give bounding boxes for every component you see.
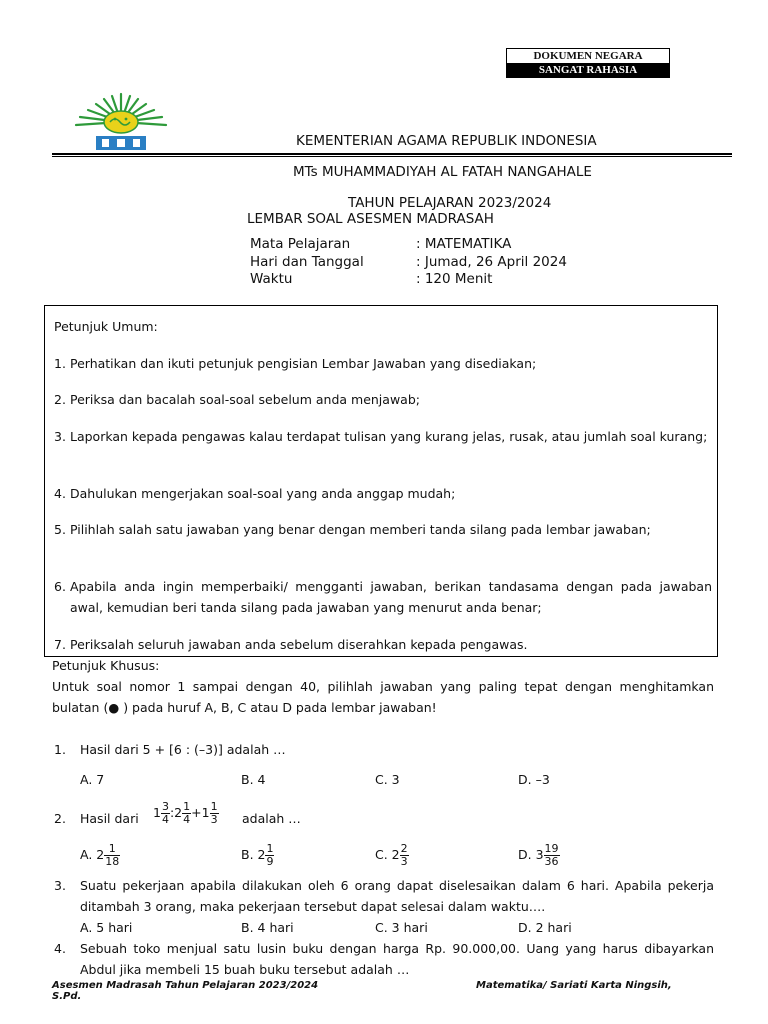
meta-date-label: Hari dan Tanggal bbox=[250, 254, 364, 270]
option-c-numerator: 2 bbox=[400, 842, 408, 855]
general-item-3-num: 3. bbox=[54, 429, 66, 444]
question-2-option-c bbox=[375, 843, 409, 868]
question-4-text: Sebuah toko menjual satu lusin buku dengan harga Rp. 90.000,00. Uang yang harus dibayarkan Abdul jika membeli 15 buah buku tersebut adalah … bbox=[80, 941, 714, 977]
question-3-option-b: B. 4 hari bbox=[241, 920, 294, 935]
question-3-num: 3. bbox=[54, 878, 66, 893]
question-1-num: 1. bbox=[54, 742, 66, 757]
question-2-expression bbox=[153, 801, 219, 826]
general-item-1-num: 1. bbox=[54, 356, 66, 371]
expr-operator-2: +1 bbox=[191, 805, 210, 820]
option-b-denominator: 9 bbox=[266, 855, 274, 868]
option-a-denominator: 18 bbox=[105, 855, 120, 868]
option-d-denominator: 36 bbox=[544, 855, 559, 868]
option-a-lead: A. 2 bbox=[80, 847, 105, 862]
expr-whole-1: 1 bbox=[153, 805, 161, 820]
expr-fraction-2-denominator: 4 bbox=[183, 813, 191, 826]
general-item-6-num: 6. bbox=[54, 579, 66, 594]
classification-line-1: DOKUMEN NEGARA bbox=[533, 50, 643, 62]
question-2-option-a bbox=[80, 843, 120, 868]
meta-time-label: Waktu bbox=[250, 271, 293, 287]
header-rule bbox=[52, 153, 732, 157]
expr-fraction-3 bbox=[210, 801, 219, 826]
footer-left-line-2: S.Pd. bbox=[52, 991, 82, 1002]
expr-fraction-3-numerator: 1 bbox=[210, 800, 218, 813]
option-d-lead: D. 3 bbox=[518, 847, 544, 862]
option-a-numerator: 1 bbox=[104, 843, 120, 856]
academic-year: TAHUN PELAJARAN 2023/2024 bbox=[348, 195, 552, 211]
general-item-2-text: Periksa dan bacalah soal-soal sebelum anda menjawab; bbox=[70, 392, 420, 407]
question-1-option-c: C. 3 bbox=[375, 772, 400, 787]
general-instructions-title: Petunjuk Umum: bbox=[54, 319, 158, 334]
option-b-fraction bbox=[265, 843, 274, 868]
question-1-text: Hasil dari 5 + [6 : (–3)] adalah … bbox=[80, 742, 286, 757]
question-2-prefix: Hasil dari bbox=[80, 811, 139, 826]
general-item-4-num: 4. bbox=[54, 486, 66, 501]
question-3-option-d: D. 2 hari bbox=[518, 920, 572, 935]
document-title: LEMBAR SOAL ASESMEN MADRASAH bbox=[247, 211, 494, 227]
question-1-option-d: D. –3 bbox=[518, 772, 550, 787]
footer-right: Matematika/ Sariati Karta Ningsih, bbox=[476, 980, 672, 991]
classification-line-2: SANGAT RAHASIA bbox=[507, 63, 669, 77]
general-item-3-text: Laporkan kepada pengawas kalau terdapat tulisan yang kurang jelas, rusak, atau jumlah soal kurang; bbox=[70, 429, 708, 444]
question-4-num: 4. bbox=[54, 941, 66, 956]
muhammadiyah-logo-icon bbox=[74, 92, 168, 152]
footer-left: Asesmen Madrasah Tahun Pelajaran 2023/2024 bbox=[52, 980, 319, 991]
option-c-fraction bbox=[400, 843, 409, 868]
option-b-numerator: 1 bbox=[266, 842, 274, 855]
general-item-7-num: 7. bbox=[54, 637, 66, 652]
general-item-2-num: 2. bbox=[54, 392, 66, 407]
school-name: MTs MUHAMMADIYAH AL FATAH NANGAHALE bbox=[293, 164, 592, 180]
expr-operator-1: :2 bbox=[169, 805, 183, 820]
option-a-fraction bbox=[104, 843, 120, 868]
option-c-lead: C. 2 bbox=[375, 847, 400, 862]
question-3-option-c: C. 3 hari bbox=[375, 920, 428, 935]
option-d-fraction bbox=[544, 843, 560, 868]
special-instructions-title: Petunjuk Khusus: bbox=[52, 658, 160, 673]
expr-fraction-1-numerator: 3 bbox=[161, 800, 169, 813]
general-item-5-num: 5. bbox=[54, 522, 66, 537]
special-instructions-text: Untuk soal nomor 1 sampai dengan 40, pilihlah jawaban yang paling tepat dengan menghitamkan bulatan (● ) pada huruf A, B, C atau D pada lembar jawaban! bbox=[52, 679, 714, 715]
meta-time-value: : 120 Menit bbox=[416, 271, 493, 287]
question-3-option-a: A. 5 hari bbox=[80, 920, 133, 935]
ministry-title: KEMENTERIAN AGAMA REPUBLIK INDONESIA bbox=[296, 133, 597, 149]
general-item-5-text: Pilihlah salah satu jawaban yang benar dengan memberi tanda silang pada lembar jawaban; bbox=[70, 522, 651, 537]
expr-fraction-1 bbox=[161, 801, 170, 826]
question-1-option-b: B. 4 bbox=[241, 772, 266, 787]
option-c-denominator: 3 bbox=[400, 855, 408, 868]
classification-box bbox=[506, 48, 670, 78]
general-item-7-text: Periksalah seluruh jawaban anda sebelum diserahkan kepada pengawas. bbox=[70, 637, 528, 652]
general-item-6-text: Apabila anda ingin memperbaiki/ mengganti jawaban, berikan tandasama dengan pada jawaban awal, kemudian beri tanda silang pada jawaban yang menurut anda benar; bbox=[70, 579, 712, 615]
general-item-4-text: Dahulukan mengerjakan soal-soal yang anda anggap mudah; bbox=[70, 486, 456, 501]
expr-fraction-2 bbox=[182, 801, 191, 826]
question-2-option-b bbox=[241, 843, 274, 868]
question-2-option-d bbox=[518, 843, 560, 868]
expr-fraction-2-numerator: 1 bbox=[183, 800, 191, 813]
meta-subject-label: Mata Pelajaran bbox=[250, 236, 351, 252]
meta-date-value: : Jumad, 26 April 2024 bbox=[416, 254, 567, 270]
question-2-num: 2. bbox=[54, 811, 66, 826]
expr-fraction-3-denominator: 3 bbox=[210, 813, 218, 826]
meta-subject-value: : MATEMATIKA bbox=[416, 236, 512, 252]
expr-fraction-1-denominator: 4 bbox=[161, 813, 169, 826]
question-1-option-a: A. 7 bbox=[80, 772, 105, 787]
question-2-suffix: adalah … bbox=[242, 811, 301, 826]
option-d-numerator: 19 bbox=[544, 842, 559, 855]
general-item-1-text: Perhatikan dan ikuti petunjuk pengisian Lembar Jawaban yang disediakan; bbox=[70, 356, 537, 371]
option-b-lead: B. 2 bbox=[241, 847, 266, 862]
question-3-text: Suatu pekerjaan apabila dilakukan oleh 6 orang dapat diselesaikan dalam 6 hari. Apabila pekerja ditambah 3 orang, maka pekerjaan tersebut dapat selesai dalam waktu…. bbox=[80, 878, 714, 914]
